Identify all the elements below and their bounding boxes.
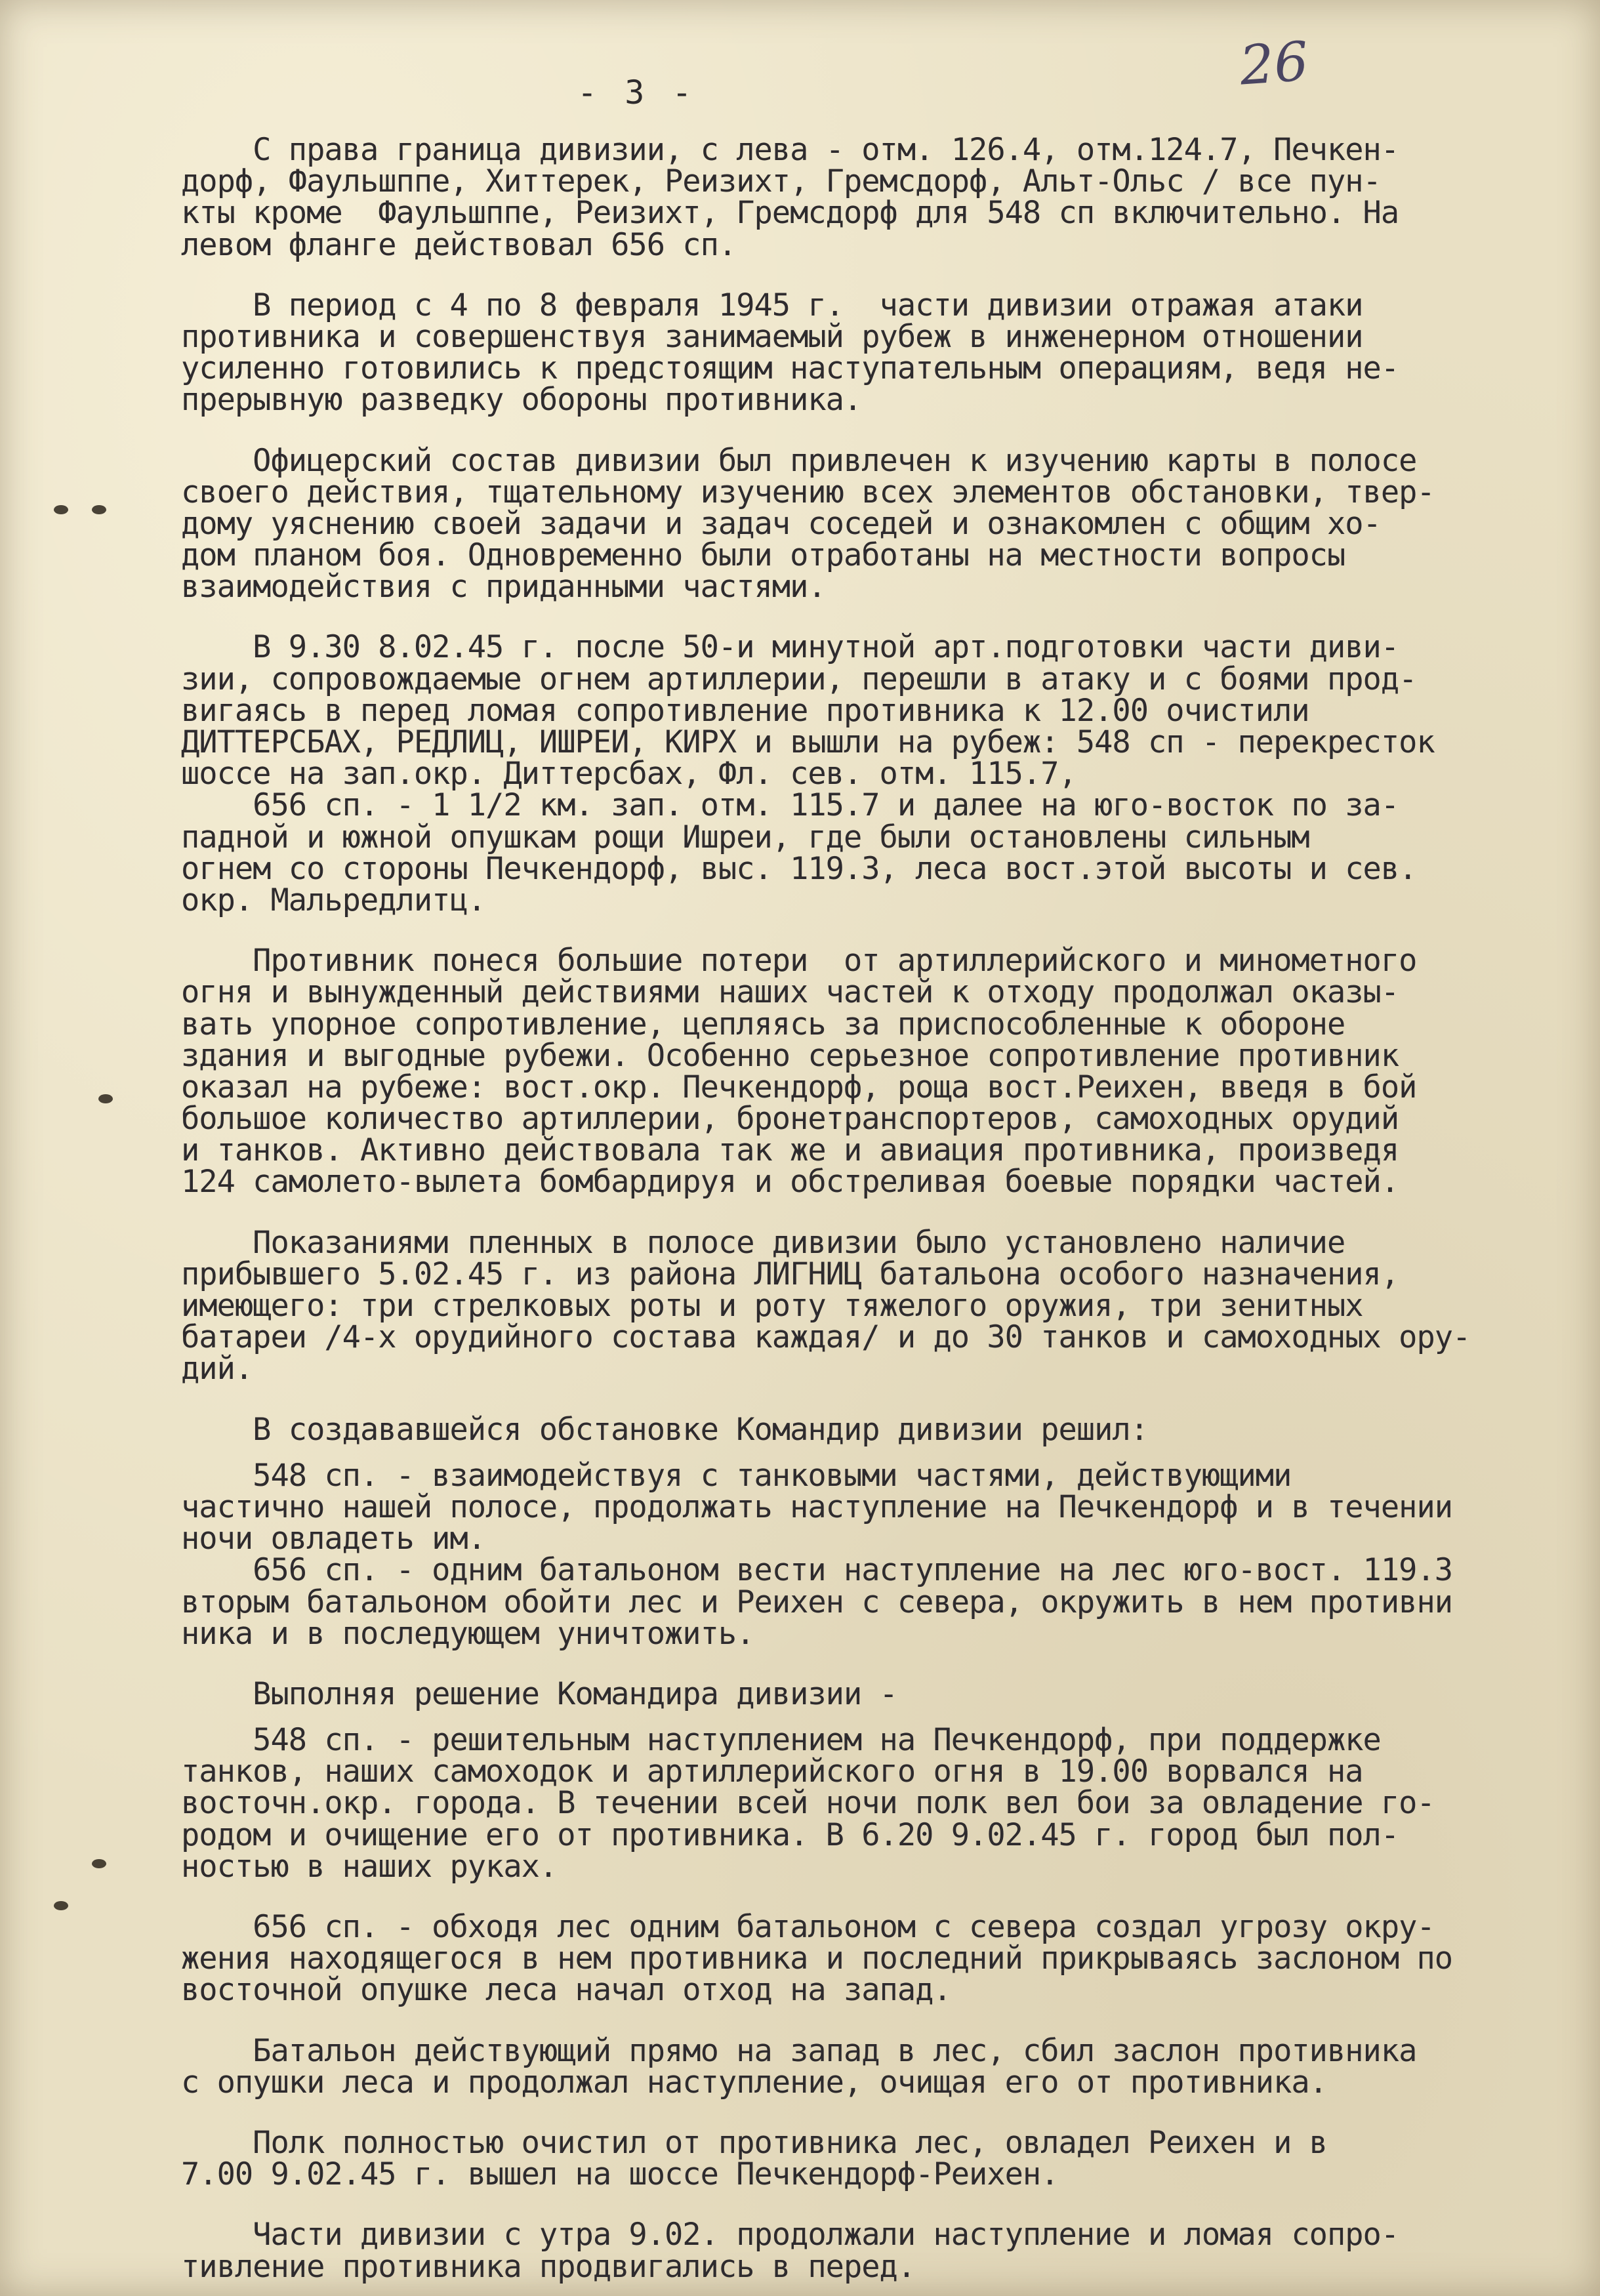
paragraph [181,1457,1578,1652]
binding-hole [98,1094,113,1103]
paragraph-gap [181,261,1578,290]
paragraph-gap [181,1385,1578,1414]
paragraph-gap [181,1650,1578,1679]
text-line: шоссе на зап.окр. Диттерсбах, Фл. сев. отм. 115.7, [181,756,1077,792]
paragraph [181,1722,1578,1885]
text-line: частично нашей полосе, продолжать наступление на Печкендорф и в течении [181,1488,1453,1525]
text-line: 656 сп. - одним батальоном вести наступление на лес юго-вост. 119.3 [181,1552,1453,1589]
text-line: падной и южной опушкам рощи Ишреи, где были остановлены сильным [181,819,1309,855]
text-line: батареи /4-х орудийного состава каждая/ и до 30 танков и самоходных ору- [181,1319,1471,1356]
text-line: С права граница дивизии, с лева - отм. 126.4, отм.124.7, Печкен- [181,132,1399,168]
text-line: вигаясь в перед ломая сопротивление противника к 12.00 очистили [181,692,1309,729]
text-line: взаимодействия с приданными частями. [181,569,826,605]
text-line: 548 сп. - решительным наступлением на Печкендорф, при поддержке [181,1722,1381,1759]
text-line: дий. [181,1351,253,1387]
text-line: дорф, Фаульшппе, Хиттерек, Реизихт, Гремсдорф, Альт-Ольс / все пун- [181,163,1381,200]
text-line: огня и вынужденный действиями наших частей к отходу продолжал оказы- [181,974,1399,1011]
text-line: ночи овладеть им. [181,1521,486,1557]
text-line: ностью в наших руках. [181,1848,558,1885]
paragraph [181,134,1578,261]
text-line: восточной опушке леса начал отход на запад. [181,1972,951,2009]
text-line: Батальон действующий прямо на запад в лес, сбил заслон противника [181,2032,1417,2069]
text-line: В создававшейся обстановке Командир дивизии решил: [181,1411,1149,1448]
text-line: огнем со стороны Печкендорф, выс. 119.3, леса вост.этой высоты и сев. [181,850,1417,887]
paragraph-gap [181,1883,1578,1912]
paragraph [181,2032,1578,2101]
paragraph [181,1675,1578,1712]
paragraph [181,945,1578,1199]
text-line: ДИТТЕРСБАХ, РЕДЛИЦ, ИШРЕИ, КИРХ и вышли на рубеж: 548 сп - перекресток [181,724,1435,760]
text-line: и танков. Активно действовала так же и авиация противника, произведя [181,1132,1399,1169]
text-line: вторым батальоном обойти лес и Реихен с севера, окружить в нем противни [181,1584,1453,1620]
text-line: Противник понеся большие потери от артиллерийского и минометного [181,943,1417,979]
paragraph [181,2217,1578,2285]
text-line: 124 самолето-вылета бомбардируя и обстреливая боевые порядки частей. [181,1164,1399,1200]
text-line: Офицерский состав дивизии был привлечен к изучению карты в полосе [181,442,1417,479]
text-line: с опушки леса и продолжал наступление, очищая его от противника. [181,2064,1327,2101]
text-line: вать упорное сопротивление, цепляясь за приспособленные к обороне [181,1006,1345,1042]
archive-page-number: 26 [1237,30,1311,98]
text-line: родом и очищение его от противника. В 6.20 9.02.45 г. город был пол- [181,1816,1399,1853]
text-line: 656 сп. - обходя лес одним батальоном с севера создал угрозу окру- [181,1909,1435,1945]
paragraph [181,287,1578,419]
text-line: здания и выгодные рубежи. Особенно серьезное сопротивление противник [181,1037,1399,1074]
text-line: тивление противника продвигались в перед. [181,2248,916,2285]
text-line: прибывшего 5.02.45 г. из района ЛИГНИЦ батальона особого назначения, [181,1256,1399,1292]
paragraph-gap [181,2190,1578,2219]
text-line: танков, наших самоходок и артиллерийского огня в 19.00 ворвался на [181,1753,1363,1790]
text-line: левом фланге действовал 656 сп. [181,226,737,263]
paragraph-gap [181,916,1578,945]
text-line: противника и совершенствуя занимаемый рубеж в инженерном отношении [181,318,1363,355]
text-line: восточн.окр. города. В течении всей ночи полк вел бои за овладение го- [181,1785,1435,1822]
text-line: окр. Мальредлитц. [181,882,486,918]
text-line: дому уяснению своей задачи и задач соседей и ознакомлен с общим хо- [181,505,1381,542]
text-line: 7.00 9.02.45 г. вышел на шоссе Печкендорф-Реихен. [181,2156,1059,2193]
text-line: В 9.30 8.02.45 г. после 50-и минутной арт.подготовки части диви- [181,629,1399,666]
text-line: кты кроме Фаульшппе, Реизихт, Гремсдорф для 548 сп включительно. На [181,195,1399,232]
page-number: - 3 - [577,73,696,112]
paragraph-gap [181,2099,1578,2127]
text-line: Выполняя решение Командира дивизии - [181,1675,897,1712]
text-line: прерывную разведку обороны противника. [181,382,862,419]
text-line: оказал на рубеже: вост.окр. Печкендорф, роща вост.Реихен, введя в бой [181,1069,1417,1105]
text-line: 548 сп. - взаимодействуя с танковыми частями, действующими [181,1457,1292,1494]
text-line: жения находящегося в нем противника и последний прикрываясь заслоном по [181,1940,1453,1977]
paragraph [181,2124,1578,2193]
document-body [181,134,1578,2283]
text-line: Показаниями пленных в полосе дивизии было установлено наличие [181,1224,1345,1261]
text-line: Части дивизии с утра 9.02. продолжали наступление и ломая сопро- [181,2217,1399,2253]
text-line: зии, сопровождаемые огнем артиллерии, перешли в атаку и с боями прод- [181,661,1417,697]
paragraph [181,1909,1578,2009]
paragraph-gap [181,603,1578,632]
text-line: большое количество артиллерии, бронетранспортеров, самоходных орудий [181,1101,1399,1138]
binding-hole [54,1901,68,1910]
paragraph [181,1411,1578,1448]
text-line: имеющего: три стрелковых роты и роту тяжелого оружия, три зенитных [181,1288,1363,1324]
paragraph [181,442,1578,605]
paragraph [181,629,1578,918]
paragraph-gap [181,1199,1578,1227]
binding-hole [54,505,68,514]
paragraph-gap [181,417,1578,445]
binding-hole [92,505,106,514]
text-line: ника и в последующем уничтожить. [181,1615,754,1652]
text-line: дом планом боя. Одновременно были отработаны на местности вопросы [181,537,1345,574]
paragraph [181,1224,1578,1387]
paragraph-gap [181,2007,1578,2036]
text-line: 656 сп. - 1 1/2 км. зап. отм. 115.7 и далее на юго-восток по за- [181,787,1399,824]
text-line: своего действия, тщательному изучению всех элементов обстановки, твер- [181,474,1435,510]
text-line: В период с 4 по 8 февраля 1945 г. части дивизии отражая атаки [181,287,1363,323]
text-line: усиленно готовились к предстоящим наступательным операциям, ведя не- [181,350,1399,387]
text-line: Полк полностью очистил от противника лес, овладел Реихен и в [181,2124,1327,2161]
binding-hole [92,1859,106,1868]
